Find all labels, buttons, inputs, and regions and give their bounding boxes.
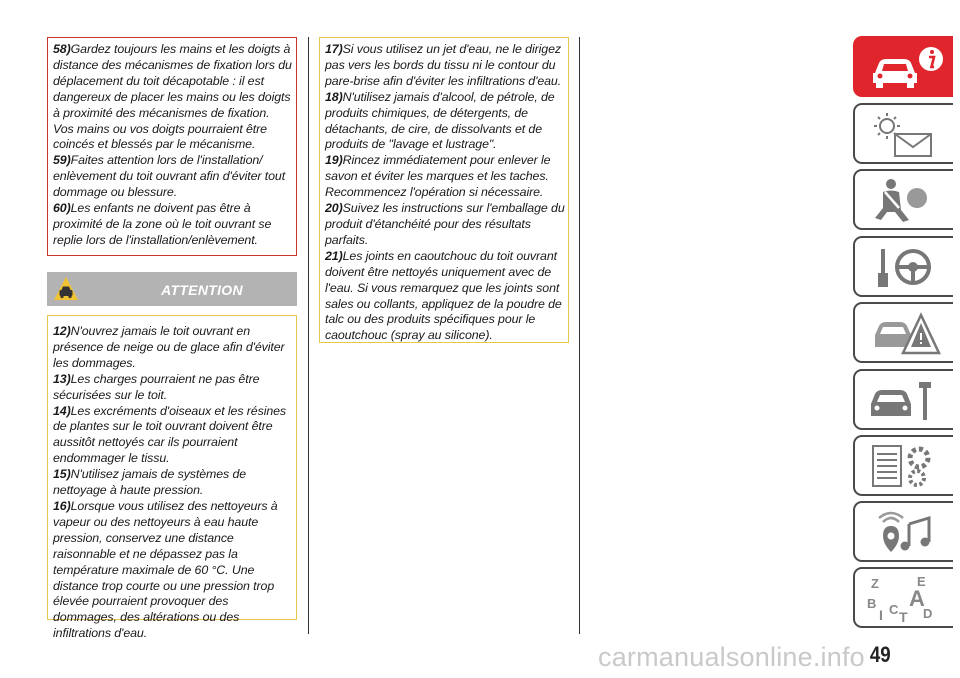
attention-header <box>47 272 297 306</box>
warning-box <box>47 37 297 256</box>
tab-index[interactable] <box>853 567 953 628</box>
tab-emergency[interactable] <box>853 302 953 363</box>
index-letter: B <box>867 596 877 611</box>
attention-box <box>47 315 297 641</box>
attention-box-continued <box>319 37 569 343</box>
note-text: Rincez immédiatement pour enlever le savon et éviter les marques et les taches. Recommencez l'opération si nécessaire. <box>325 153 551 200</box>
column-divider <box>579 37 580 634</box>
car-maintenance-icon <box>865 376 945 426</box>
tab-specifications[interactable] <box>853 435 953 496</box>
note-text: Faites attention lors de l'installation/ enlèvement du toit ouvrant afin d'éviter tout dommage ou blessure. <box>53 153 286 200</box>
multimedia-icon <box>865 508 945 558</box>
note-16 <box>53 499 294 642</box>
index-letter: Z <box>871 576 879 591</box>
key-steering-wheel-icon <box>865 243 945 293</box>
note-text: Les joints en caoutchouc du toit ouvrant doivent être nettoyés uniquement avec de l'eau. Si vous remarquez que les joints sont sales ou collants, appliquez de la poudre de talc ou des produits spécifiques pour le caoutchouc (spray au silicone). <box>325 248 562 343</box>
watermark: carmanualsonline.info <box>598 642 865 672</box>
tab-car-info[interactable] <box>853 36 953 97</box>
note-number: 17) <box>325 42 343 56</box>
specifications-gears-icon <box>865 442 945 492</box>
note-60 <box>53 201 292 249</box>
note-19 <box>325 153 566 201</box>
note-text: N'utilisez jamais de systèmes de nettoyage à haute pression. <box>53 467 247 498</box>
note-13 <box>53 372 294 404</box>
note-number: 12) <box>53 324 71 338</box>
note-number: 13) <box>53 371 71 386</box>
index-letter: E <box>917 574 926 589</box>
note-text: N'utilisez jamais d'alcool, de pétrole, de produits chimiques, de détergents, de détachants, de cire, de dissolvants et de produits de "lavage et lustrage". <box>325 89 555 152</box>
note-number: 19) <box>325 153 343 168</box>
note-number: 16) <box>53 498 71 513</box>
note-59 <box>53 153 292 201</box>
tab-starting[interactable] <box>853 236 953 297</box>
note-number: 58) <box>53 42 71 56</box>
attention-car-icon <box>53 276 79 302</box>
note-21 <box>325 249 566 344</box>
dashboard-lights-icon <box>865 110 945 160</box>
car-info-icon <box>865 43 945 93</box>
note-text: Gardez toujours les mains et les doigts à distance des mécanismes de fixation lors du déplacement du toit décapotable : il est dangereux de placer les mains ou les doigts à proximité des mécanismes de fixation. Vos mains ou vos doigts pourraient être coincés et blessés par le mécanisme. <box>53 42 292 152</box>
index-letter: A <box>909 586 925 611</box>
note-17 <box>325 42 566 90</box>
index-letter: C <box>889 602 899 617</box>
index-letter: T <box>899 609 908 624</box>
tab-multimedia[interactable] <box>853 501 953 562</box>
seatbelt-airbag-icon <box>865 176 945 226</box>
note-text: Les charges pourraient ne pas être sécurisées sur le toit. <box>53 371 260 402</box>
note-20 <box>325 201 566 249</box>
index-letter: I <box>879 607 883 623</box>
note-number: 59) <box>53 153 71 168</box>
index-letter: D <box>923 606 933 621</box>
note-18 <box>325 90 566 154</box>
note-number: 20) <box>325 201 343 216</box>
attention-title: ATTENTION <box>161 282 243 298</box>
note-number: 18) <box>325 89 343 104</box>
note-number: 14) <box>53 403 71 418</box>
tab-dashboard[interactable] <box>853 103 953 164</box>
note-number: 15) <box>53 467 71 482</box>
emergency-triangle-icon <box>865 309 945 359</box>
note-number: 21) <box>325 248 343 263</box>
note-number: 60) <box>53 201 71 216</box>
note-58 <box>53 42 292 153</box>
note-text: Si vous utilisez un jet d'eau, ne le dirigez pas vers les bords du tissu ni le contour du pare-brise afin d'éviter les infiltrations d'eau. <box>325 42 562 88</box>
note-text: Lorsque vous utilisez des nettoyeurs à vapeur ou des nettoyeurs à eau haute pression, conservez une distance raisonnable et ne dépassez pas la température maximale de 60 °C. Une distance trop courte ou une pression trop élevée pourraient provoquer des dommages, des altérations ou des infiltrations d'eau. <box>53 498 278 641</box>
column-divider <box>308 37 309 634</box>
note-14 <box>53 404 294 468</box>
note-text: Les enfants ne doivent pas être à proximité de la zone où le toit ouvrant se replie lors de l'installation/enlèvement. <box>53 201 272 247</box>
note-text: Les excréments d'oiseaux et les résines de plantes sur le toit ouvrant doivent être aussitôt nettoyés car ils pourraient endommager le tissu. <box>53 403 287 466</box>
note-15 <box>53 467 294 499</box>
note-text: N'ouvrez jamais le toit ouvrant en présence de neige ou de glace afin d'éviter les dommages. <box>53 324 285 370</box>
index-letters-icon <box>865 574 945 624</box>
page-number: 49 <box>869 642 891 667</box>
tab-safety[interactable] <box>853 169 953 230</box>
tab-maintenance[interactable] <box>853 369 953 430</box>
note-12 <box>53 324 294 372</box>
note-text: Suivez les instructions sur l'emballage du produit d'étanchéité pour des résultats parfaits. <box>325 201 565 247</box>
